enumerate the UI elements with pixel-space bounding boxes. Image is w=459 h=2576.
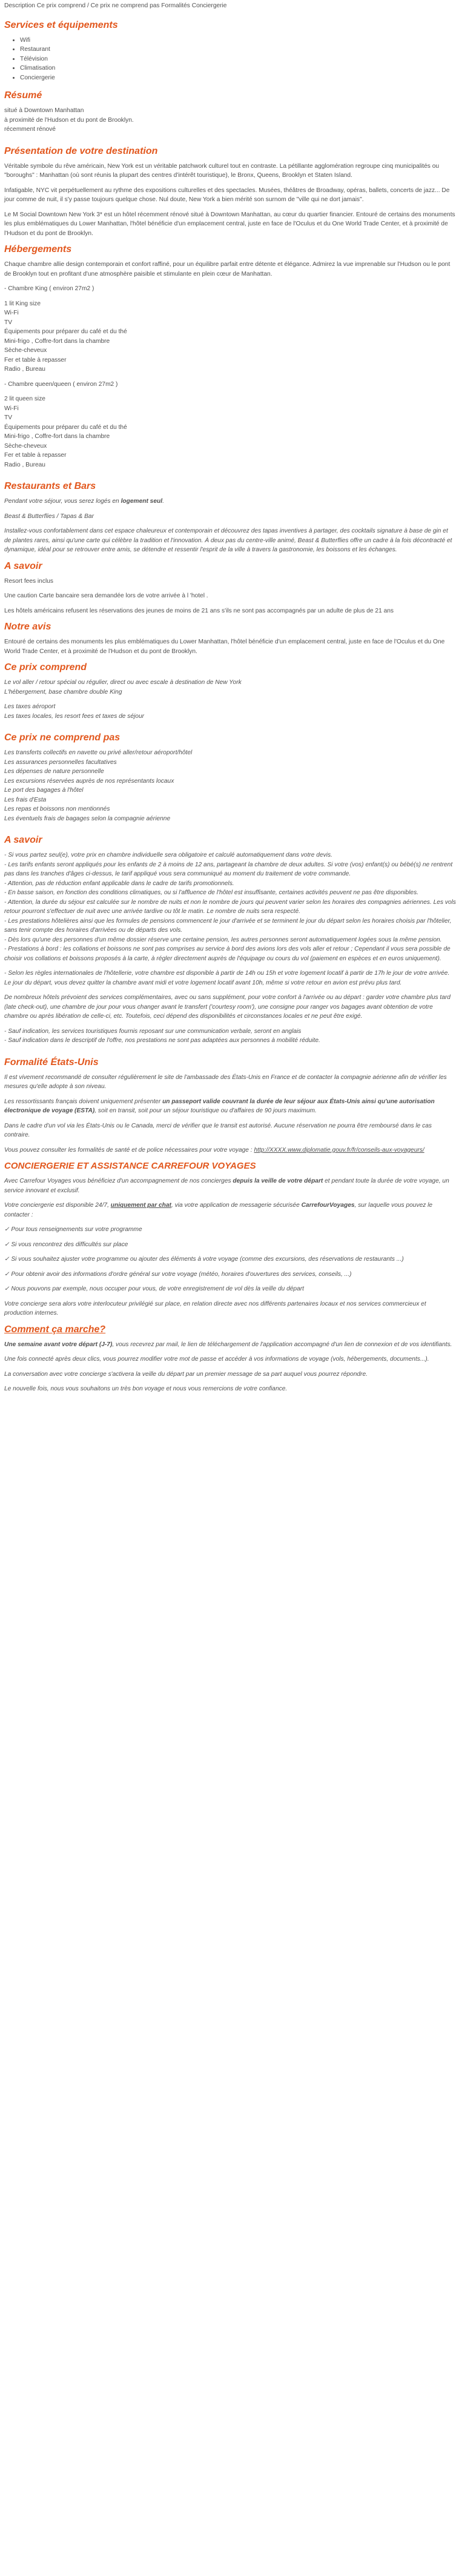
formalite-paragraph: Il est vivement recommandé de consulter régulièrement le site de l'ambassade des États-Unis en France et de contacter la compagnie aérienne afin de vérifier les mesures qu'elle adopte à son niveau. [4,1074,447,1090]
presentation-paragraph: Infatigable, NYC vit perpétuellement au rythme des expositions culturelles et des spectacles. Musées, théâtres de Broadway, opéras, ballets, concerts de jazz... De jour comme de nuit, il s'y passe toujours quelque chose. Nul doute, New York a bien mérité son surnom de "ville qui ne dort jamais". [4,187,450,203]
restaurant-name: Beast & Butterflies / Tapas & Bar [4,513,94,520]
room-amenity: Fer et table à repasser [4,452,67,459]
room-amenity: TV [4,414,13,421]
comment-heading: Comment ça marche? [4,1324,106,1335]
savoir-paragraph: Une caution Carte bancaire sera demandée lors de votre arrivée à l 'hotel . [4,593,208,599]
comment-step: La conversation avec votre concierge s'activera la veille du départ par un premier message de sa part auquel vous pourrez répondre. [4,1370,368,1378]
room-amenity: Mini-frigo , Coffre-fort dans la chambre [4,337,110,345]
avis-paragraph: Entouré de certains des monuments les plus emblématiques du Lower Manhattan, l'hôtel bénéficie d'un emplacement central, juste en face de l'Oculus et du One World Trade Center, et à proximité de l'Hudson et du pont de Brooklyn. [4,639,445,655]
condition-item: De nombreux hôtels prévoient des services complémentaires, avec ou sans supplément, pour votre confort à l'arrivée ou au départ : garder votre chambre plus tard (late check-out), une chambre de jour pour vous changer avant le transfert ('courtesy room'), une consigne pour ranger vos bagages avant obtention de votre chambre ou après libération de celle-ci, etc. Toutefois, ceci dépend des disponibilités et circonstances locales et ne peut être exigé. [4,994,451,1020]
room-amenities [4,394,456,470]
list-item: • Wifi [20,36,456,45]
resume-lines [4,106,456,134]
list-item: Le port des bagages à l'hôtel [4,787,84,794]
room-amenity: Radio , Bureau [4,461,45,468]
savoir-paragraph: Les hôtels américains refusent les réservations des jeunes de moins de 21 ans s'ils ne sont pas accompagnés par un adulte de plus de 21 ans [4,607,394,614]
conciergerie-heading: CONCIERGERIE ET ASSISTANCE CARREFOUR VOYAGES [4,1161,256,1171]
room-amenity: TV [4,319,13,326]
condition-item: - Sauf indication dans le descriptif de l'offre, nos prestations ne sont pas adaptées aux personnes à mobilité réduite. [4,1037,320,1044]
conciergerie-item: ✓ Si vous souhaitez ajuster votre programme ou ajouter des éléments à votre voyage (comme des excursions, des réservations de restaurants ...) [4,1256,404,1263]
list-item: L'hébergement, base chambre double King [4,688,122,695]
restaurants-heading: Restaurants et Bars [4,481,96,491]
prix-comprend-list [4,678,456,697]
prix-comprend-taxes [4,702,456,721]
conditions-notes [4,1027,456,1046]
conciergerie-availability: Votre conciergerie est disponible 24/7, uniquement par chat, via votre application de messagerie sécurisée CarrefourVoyages, sur laquelle vous pouvez le contacter : [4,1202,433,1218]
conciergerie-item: ✓ Pour obtenir avoir des informations d'ordre général sur votre voyage (météo, horaires d'ouvertures des services, conseils, ...) [4,1270,352,1278]
prix-comprend-heading: Ce prix comprend [4,662,87,672]
conciergerie-item: ✓ Nous pouvons par exemple, nous occuper pour vous, de votre enregistrement de vol dès la veille du départ [4,1286,304,1292]
room-amenity: Fer et table à repasser [4,356,67,363]
room-amenity: Équipements pour préparer du café et du thé [4,423,127,431]
room-amenity: Wi-Fi [4,310,19,316]
room-amenity: Sèche-cheveux [4,347,47,354]
diplomatie-link[interactable]: http://XXXX.www.diplomatie.gouv.fr/fr/conseils-aux-voyageurs/ [254,1146,424,1154]
formalite-transit: Dans le cadre d'un vol via les États-Unis ou le Canada, merci de vérifier que le transit est autorisé. Aucune réservation ne pourra être remboursé dans le cas contraire. [4,1122,432,1138]
condition-item: - Sauf indication, les services touristiques fournis reposant sur une communication verbale, seront en anglais [4,1027,302,1035]
list-item: Les assurances personnelles facultatives [4,759,117,766]
list-item: Les taxes aéroport [4,703,56,710]
presentation-paragraph: Véritable symbole du rêve américain, New York est un véritable patchwork culturel tout en contraste. La pétillante agglomération regroupe cinq municipalités ou "boroughs" : Manhattan (où sont réunis la plupart des centres d'intérêt touristique), le Bronx, Queens, Brooklyn et Staten Island. [4,162,440,179]
conciergerie-item: ✓ Pour tous renseignements sur votre programme [4,1226,142,1233]
formalite-health: Vous pouvez consulter les formalités de santé et de police nécessaires pour votre voyage : http://XXXX.www.diplomatie.gouv.fr/fr/conseils-aux-voyageurs/ [4,1146,424,1154]
condition-item: - Selon les règles internationales de l'hôtellerie, votre chambre est disponible à partir de 14h ou 15h et votre logement locatif à partir de 17h le jour de votre arrivée. Le jour du départ, vous devez quitter la chambre avant midi et votre logement locatif avant 10h, même si votre retour en avion est prévu plus tard. [4,970,450,986]
room-amenity: 1 lit King size [4,300,41,307]
restaurant-description: Installez-vous confortablement dans cet espace chaleureux et contemporain et découvrez des tapas inventives à partager, des cocktails signature à base de gin et de plantes rares, ainsi qu'une carte qui célèbre la tradition et l'innovation. À deux pas du centre-ville animé, Beast & Butterflies offre un cadre à la fois décontracté et dynamique, idéal pour se retrouver entre amis, se détendre et ressentir l'esprit de la ville à travers la gastronomie, les boissons et les échanges. [4,528,452,553]
comment-closing: Le nouvelle fois, nous vous souhaitons un très bon voyage et nous vous remercions de votre confiance. [4,1386,288,1392]
comment-step: Une fois connecté après deux clics, vous pourrez modifier votre mot de passe et accéder à vos informations de voyage (vols, hébergements, documents...). [4,1356,429,1363]
resume-line: situé à Downtown Manhattan [4,107,84,114]
list-item: • Télévision [20,55,456,64]
section-tabs-text: Description Ce prix comprend / Ce prix ne comprend pas Formalités Conciergerie [4,2,227,9]
condition-item: - En basse saison, en fonction des conditions climatiques, ou si l'affluence de l'hôtel est insuffisante, certaines activités peuvent ne pas être disponibles. [4,889,419,896]
room-amenity: Radio , Bureau [4,366,45,373]
conciergerie-outro: Votre concierge sera alors votre interlocuteur privilégié sur place, en relation directe avec nos différents partenaires locaux et nos services commercieux et production internes. [4,1300,426,1316]
passport-requirement: un passeport valide couvrant la durée de leur séjour aux États-Unis ainsi qu'une autorisation électronique de voyage (ESTA) [4,1098,435,1114]
list-item: Les dépenses de nature personnelle [4,768,104,775]
formalite-passport: Les ressortissants français doivent uniquement présenter un passeport valide couvrant la durée de leur séjour aux États-Unis ainsi qu'une autorisation électronique de voyage (ESTA), soit en transit, soit pour un séjour touristique ou d'affaires de 90 jours maximum. [4,1098,435,1114]
list-item: Les excursions réservées auprès de nos représentants locaux [4,777,174,785]
room-amenity: Sèche-cheveux [4,442,47,450]
hebergements-heading: Hébergements [4,244,72,254]
savoir-heading: A savoir [4,560,42,571]
condition-item: - Attention, pas de réduction enfant applicable dans le cadre de tarifs promotionnels. [4,880,234,887]
comment-step: Une semaine avant votre départ (J-7), vous recevrez par mail, le lien de téléchargement de l'application accompagné d'un lien de connexion et de vos identifiants. [4,1341,452,1348]
condition-item: - Dès lors qu'une des personnes d'un même dossier réserve une certaine pension, les autres personnes seront automatiquement logées sous la même pension. [4,936,442,943]
prix-ne-comprend-heading: Ce prix ne comprend pas [4,732,121,743]
presentation-paragraph: Le M Social Downtown New York 3* est un hôtel récemment rénové situé à Downtown Manhattan, au cœur du quartier financier. Entouré de certains des monuments les plus emblématiques du Lower Manhattan, l'hôtel bénéficie d'un emplacement central, juste en face de l'Oculus et du One World Trade Center, et à proximité de l'Hudson et du pont de Brooklyn. [4,211,455,237]
room-amenity: Wi-Fi [4,405,19,412]
list-item: • Conciergerie [20,73,456,83]
list-item: Les éventuels frais de bagages selon la compagnie aérienne [4,815,171,822]
room-amenity: Mini-frigo , Coffre-fort dans la chambre [4,433,110,440]
resume-line: à proximité de l'Hudson et du pont de Brooklyn. [4,116,134,124]
services-list [4,36,456,83]
condition-item: - Prestations à bord : les collations et boissons ne sont pas comprises au service à bord des avions lors des vols aller et retour ; Cependant il vous sera possible de choisir vos collations et boissons proposés à la carte, à régler directement auprès de l'équipage ou cours du vol (paiement en espèces et en euros uniquement). [4,946,451,962]
resume-heading: Résumé [4,90,42,101]
conciergerie-item: ✓ Si vous rencontrez des difficultés sur place [4,1241,128,1248]
hebergements-intro: Chaque chambre allie design contemporain et confort raffiné, pour un équilibre parfait entre détente et élégance. Admirez la vue imprenable sur l'Hudson ou le pont de Brooklyn tout en profitant d'une atmosphère paisible et stimulante en plein cœur de Manhattan. [4,261,451,277]
board-basis: logement seul [121,498,163,505]
list-item: • Restaurant [20,45,456,55]
condition-item: - Les prestations hôtelières ainsi que les formules de pensions commencent le jour d'arrivée et se terminent le jour du départ selon les horaires choisis par l'hôtelier, sans tenir compte des horaires d'arrivées ou de départs des vols. [4,917,452,934]
savoir-paragraph: Resort fees inclus [4,577,53,585]
prix-ne-comprend-list [4,748,456,823]
room-name: - Chambre King ( environ 27m2 ) [4,285,94,292]
room-amenity: 2 lit queen size [4,396,45,402]
list-item: Les repas et boissons non mentionnés [4,806,110,812]
list-item: Les taxes locales, les resort fees et taxes de séjour [4,712,145,720]
conditions-hours [4,969,456,1021]
condition-item: - Attention, la durée du séjour est calculée sur le nombre de nuits et non le nombre de jours qui peuvent varier selon les horaires des compagnies aériennes. Les vols retour pourront s'effectuer de nuit avec une arrivée tardive ou tôt le matin. Le nombre de nuits sera respecté. [4,898,457,915]
condition-item: - Les tarifs enfants seront appliqués pour les enfants de 2 à moins de 12 ans, partageant la chambre de deux adultes. Si votre (vos) enfant(s) ou bébé(s) ne rentrent pas dans les tranches d'âges ci-dessus, le tarif appliqué vous sera communiqué au moment du traitement de votre commande. [4,861,453,877]
condition-item: - Si vous partez seul(e), votre prix en chambre individuelle sera obligatoire et calculé automatiquement dans votre devis. [4,852,332,858]
list-item: Le vol aller / retour spécial ou régulier, direct ou avec escale à destination de New York [4,679,242,686]
room-amenity: Équipements pour préparer du café et du thé [4,328,127,335]
room-name: - Chambre queen/queen ( environ 27m2 ) [4,380,118,388]
avis-heading: Notre avis [4,622,51,632]
restaurants-lead: Pendant votre séjour, vous serez logés en logement seul. [4,498,164,505]
list-item: • Climatisation [20,64,456,73]
resume-line: récemment rénové [4,126,56,133]
room-amenities [4,299,456,374]
conciergerie-intro: Avec Carrefour Voyages vous bénéficiez d'un accompagnement de nos concierges depuis la veille de votre départ et pendant toute la durée de votre voyage, un service innovant et exclusif. [4,1178,449,1194]
presentation-heading: Présentation de votre destination [4,145,158,156]
conditions-block [4,851,456,963]
formalite-heading: Formalité États-Unis [4,1057,99,1067]
list-item: Les frais d'Esta [4,796,47,803]
services-heading: Services et équipements [4,19,118,30]
savoir-conditions-heading: A savoir [4,835,42,845]
list-item: Les transferts collectifs en navette ou privé aller/retour aéroport/hôtel [4,749,193,756]
